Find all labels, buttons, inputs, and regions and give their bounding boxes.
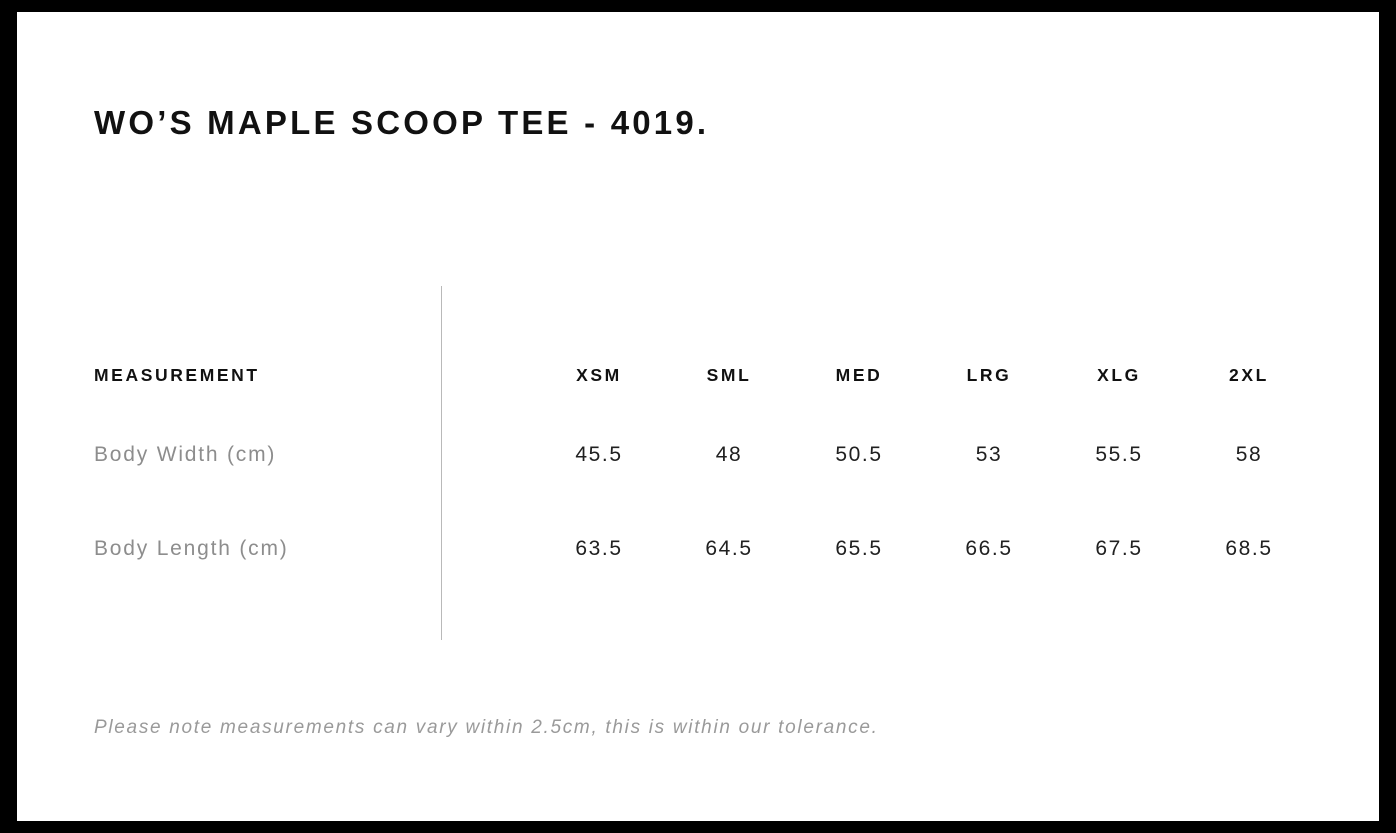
cell-body-length-lrg: 66.5 [965, 537, 1013, 560]
cell-body-width-xlg: 55.5 [1095, 443, 1143, 466]
cell-body-length-2xl: 68.5 [1225, 537, 1273, 560]
row-label-body-width: Body Width (cm) [94, 443, 277, 466]
cell-body-width-2xl: 58 [1235, 443, 1263, 466]
column-header-sml: SML [706, 364, 752, 385]
cell-body-length-sml: 64.5 [705, 537, 753, 560]
column-header-med: MED [835, 364, 883, 385]
cell-body-width-sml: 48 [715, 443, 743, 466]
cell-body-width-lrg: 53 [975, 443, 1003, 466]
tolerance-note: Please note measurements can vary within 2.5cm, this is within our tolerance. [94, 717, 879, 738]
cell-body-length-xsm: 63.5 [575, 537, 623, 560]
table-header-row [94, 342, 1314, 408]
page-title: WO’S MAPLE SCOOP TEE - 4019. [94, 104, 710, 141]
size-guide-table [94, 342, 1314, 596]
cell-body-width-med: 50.5 [835, 443, 883, 466]
size-chart-page [17, 12, 1379, 821]
table-body [94, 408, 1314, 596]
cell-body-width-xsm: 45.5 [575, 443, 623, 466]
table-row [94, 502, 1314, 596]
column-header-xlg: XLG [1097, 364, 1141, 385]
table-header [94, 342, 1314, 408]
row-label-body-length: Body Length (cm) [94, 537, 289, 560]
cell-body-length-xlg: 67.5 [1095, 537, 1143, 560]
column-header-lrg: LRG [966, 364, 1012, 385]
column-header-xsm: XSM [576, 364, 622, 385]
cell-body-length-med: 65.5 [835, 537, 883, 560]
column-header-2xl: 2XL [1229, 364, 1269, 385]
column-header-measurement: MEASUREMENT [94, 364, 260, 385]
table-row [94, 408, 1314, 502]
